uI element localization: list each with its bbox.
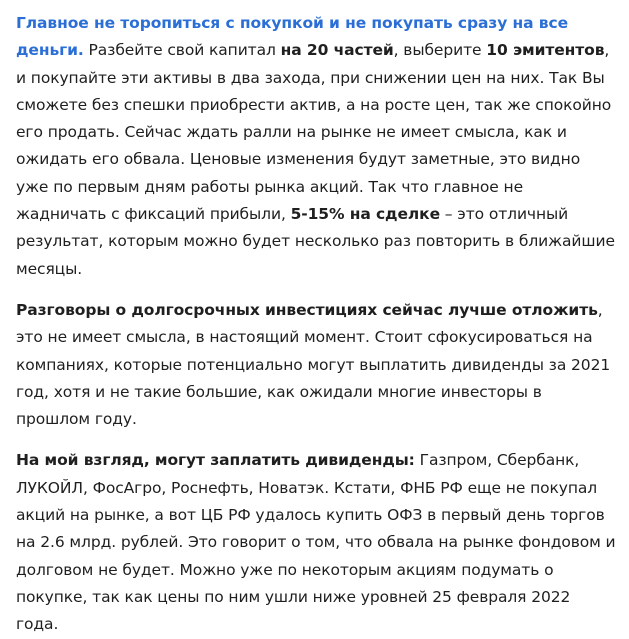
text-segment: , это не имеет смысла, в настоящий момент. Стоит сфокусироваться на компаниях, которые потенциально могут выплатить дивиденды за 2021 год, хотя и не такие большие, как ожидали многие инвесторы в прошлом году.	[16, 300, 611, 429]
bold-profit-range: 5-15% на сделке	[290, 205, 440, 224]
lead-period: .	[77, 41, 84, 60]
text-segment: , и покупайте эти активы в два захода, при снижении цен на них. Так Вы сможете без спешки приобрести актив, а на росте цен, так же спокойно его продать. Сейчас ждать ралли на рынке не имеет смысла, как и ожидать его обвала. Ценовые изменения будут заметные, это видно уже по первым дням работы рынка акций. Так что главное не жадничать с фиксаций прибыли,	[16, 41, 612, 224]
bold-long-term: Разговоры о долгосрочных инвестициях сейчас лучше отложить	[16, 300, 598, 319]
paragraph-advice	[16, 10, 617, 283]
text-segment: Газпром, Сбербанк, ЛУКОЙЛ, ФосАгро, Роснефть, Новатэк. Кстати, ФНБ РФ еще не покупал акций на рынке, а вот ЦБ РФ удалось купить ОФЗ в первый день торгов на 2.6 млрд. рублей. Это говорит о том, что обвала на рынке фондовом и долговом не будет. Можно уже по некоторым акциям подумать о покупке, так как цены по ним ушли ниже уровней 25 февраля 2022 года.	[16, 451, 616, 634]
text-segment: Разбейте свой капитал	[83, 41, 281, 60]
bold-capital-parts: на 20 частей	[280, 41, 394, 60]
bold-issuers: 10 эмитентов	[486, 41, 605, 60]
text-segment: , выберите	[393, 41, 487, 60]
paragraph-dividends	[16, 447, 617, 638]
paragraph-long-term	[16, 297, 617, 433]
lead-highlight: Главное не торопиться с покупкой и не покупать сразу на все деньги	[16, 14, 568, 60]
text-segment: – это отличный результат, которым можно будет несколько раз повторить в ближайшие месяцы.	[16, 205, 615, 278]
bold-dividends: На мой взгляд, могут заплатить дивиденды:	[16, 451, 415, 470]
